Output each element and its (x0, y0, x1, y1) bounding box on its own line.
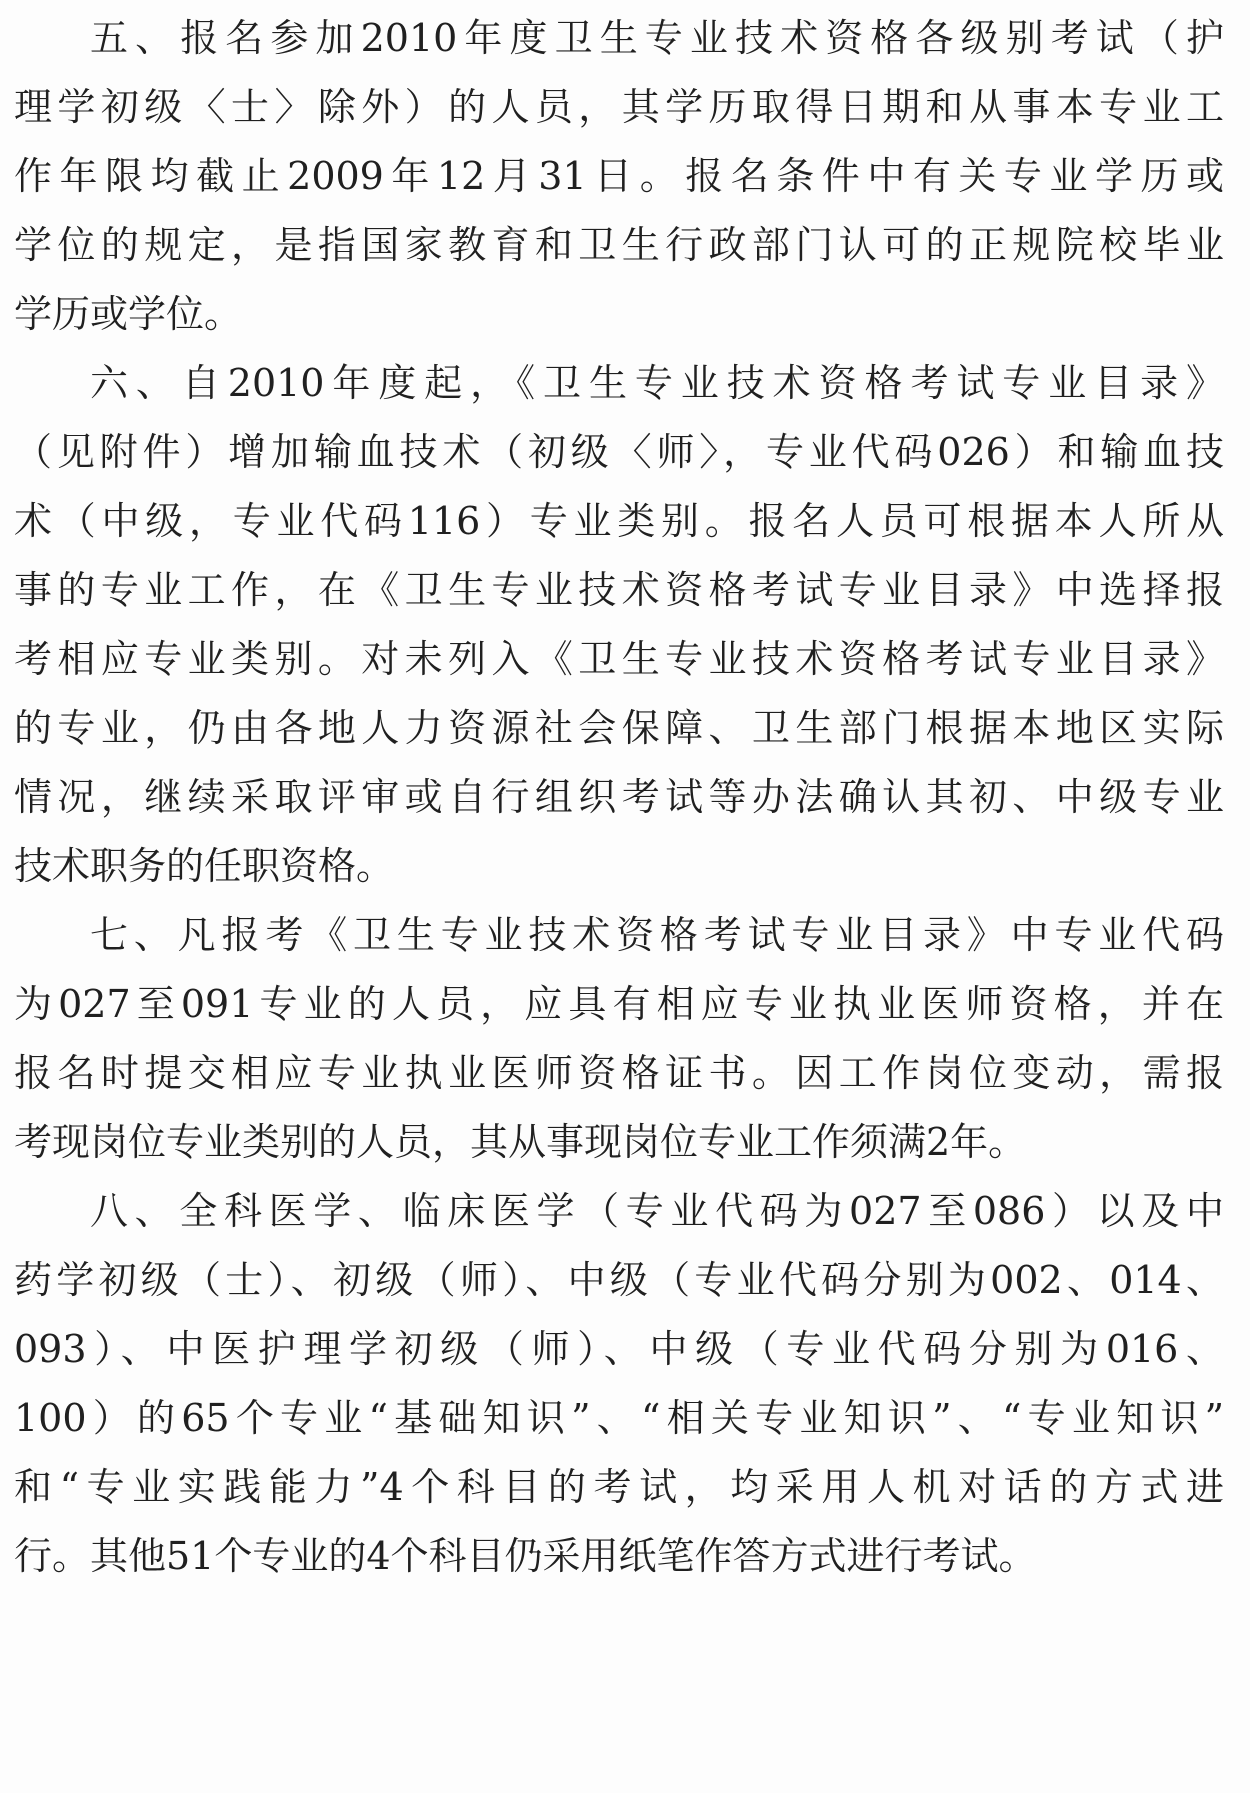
paragraph-8-line-3: 093）、中医护理学初级（师）、中级（专业代码分别为016、 (14, 1327, 1224, 1371)
paragraph-5-line-4: 学位的规定，是指国家教育和卫生行政部门认可的正规院校毕业 (14, 223, 1224, 267)
paragraph-5-line-2: 理学初级〈士〉除外）的人员，其学历取得日期和从事本专业工 (14, 85, 1224, 129)
paragraph-7-line-3: 报名时提交相应专业执业医师资格证书。因工作岗位变动，需报 (14, 1051, 1224, 1095)
paragraph-6-line-2: （见附件）增加输血技术（初级〈师〉，专业代码026）和输血技 (14, 430, 1224, 474)
paragraph-6-line-3: 术（中级，专业代码116）专业类别。报名人员可根据本人所从 (14, 499, 1224, 543)
paragraph-8-line-5: 和“专业实践能力”4个科目的考试，均采用人机对话的方式进 (14, 1465, 1224, 1509)
paragraph-6-line-4: 事的专业工作，在《卫生专业技术资格考试专业目录》中选择报 (14, 568, 1224, 612)
paragraph-6-line-7: 情况，继续采取评审或自行组织考试等办法确认其初、中级专业 (14, 775, 1224, 819)
paragraph-8-line-6: 行。其他51个专业的4个科目仍采用纸笔作答方式进行考试。 (14, 1534, 1037, 1578)
paragraph-8-line-1: 八、全科医学、临床医学（专业代码为027至086）以及中 (90, 1189, 1224, 1233)
paragraph-7-line-1: 七、凡报考《卫生专业技术资格考试专业目录》中专业代码 (90, 913, 1224, 957)
paragraph-5-line-3: 作年限均截止2009年12月31日。报名条件中有关专业学历或 (14, 154, 1224, 198)
paragraph-8-line-2: 药学初级（士）、初级（师）、中级（专业代码分别为002、014、 (14, 1258, 1224, 1302)
paragraph-6-line-5: 考相应专业类别。对未列入《卫生专业技术资格考试专业目录》 (14, 637, 1224, 681)
paragraph-5-line-5: 学历或学位。 (14, 292, 243, 336)
paragraph-6-line-1: 六、自2010年度起，《卫生专业技术资格考试专业目录》 (90, 361, 1224, 405)
paragraph-6-line-8: 技术职务的任职资格。 (14, 844, 395, 888)
paragraph-7-line-2: 为027至091专业的人员，应具有相应专业执业医师资格，并在 (14, 982, 1224, 1026)
paragraph-6-line-6: 的专业，仍由各地人力资源社会保障、卫生部门根据本地区实际 (14, 706, 1224, 750)
paragraph-8-line-4: 100）的65个专业“基础知识”、“相关专业知识”、“专业知识” (14, 1396, 1224, 1440)
paragraph-7-line-4: 考现岗位专业类别的人员，其从事现岗位专业工作须满2年。 (14, 1120, 1027, 1164)
paragraph-5-line-1: 五、报名参加2010年度卫生专业技术资格各级别考试（护 (90, 16, 1224, 60)
